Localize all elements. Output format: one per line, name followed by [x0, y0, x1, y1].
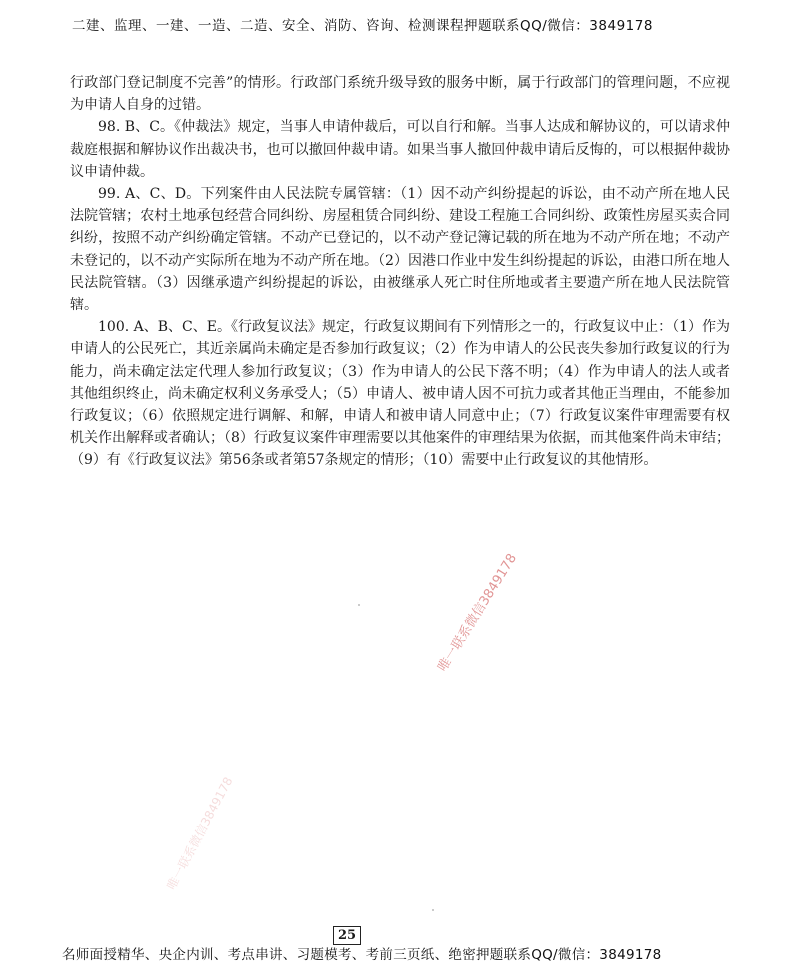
answer-100: 100. A、B、C、E。《行政复议法》规定，行政复议期间有下列情形之一的，行政复议中止：（1）作为申请人的公民死亡，其近亲属尚未确定是否参加行政复议；（2）作为申请人的公民丧失参加行政复议的行为能力，尚未确定法定代理人参加行政复议；（3）作为申请人的公民下落不明；（4）作为申请人的法人或者其他组织终止，尚未确定权利义务承受人；（5）申请人、被申请人因不可抗力或者其他正当理由，不能参加行政复议；（6）依照规定进行调解、和解，申请人和被申请人同意中止；（7）行政复议案件审理需要有权机关作出解释或者确认；（8）行政复议案件审理需要以其他案件的审理结果为依据，而其他案件尚未审结；（9）有《行政复议法》第56条或者第57条规定的情形；（10）需要中止行政复议的其他情形。	[70, 319, 730, 469]
page-header: 二建、监理、一建、一造、二造、安全、消防、咨询、检测课程押题联系QQ/微信：3849178	[72, 18, 653, 34]
scan-speck	[358, 604, 360, 606]
page-number: 25	[333, 926, 361, 945]
answer-99: 99. A、C、D。下列案件由人民法院专属管辖：（1）因不动产纠纷提起的诉讼，由不动产所在地人民法院管辖；农村土地承包经营合同纠纷、房屋租赁合同纠纷、建设工程施工合同纠纷、政策性房屋买卖合同纠纷，按照不动产纠纷确定管辖。不动产已登记的，以不动产登记簿记载的所在地为不动产所在地；不动产未登记的，以不动产实际所在地为不动产所在地。（2）因港口作业中发生纠纷提起的诉讼，由港口所在地人民法院管辖。（3）因继承遗产纠纷提起的诉讼，由被继承人死亡时住所地或者主要遗产所在地人民法院管辖。	[70, 186, 730, 314]
watermark-stamp: 唯一联系微信3849178	[435, 551, 521, 675]
watermark-faint: 唯一联系微信3849178	[164, 774, 236, 893]
answer-98: 98. B、C。《仲裁法》规定，当事人申请仲裁后，可以自行和解。当事人达成和解协议的，可以请求仲裁庭根据和解协议作出裁决书，也可以撤回仲裁申请。如果当事人撤回仲裁申请后反悔的，可以根据仲裁协议申请仲裁。	[70, 119, 730, 180]
scan-speck	[432, 909, 434, 911]
paragraph-continuation: 行政部门登记制度不完善”的情形。行政部门系统升级导致的服务中断，属于行政部门的管理问题，不应视为申请人自身的过错。	[70, 75, 730, 114]
document-body	[70, 72, 730, 472]
page-footer: 名师面授精华、央企内训、考点串讲、习题模考、考前三页纸、绝密押题联系QQ/微信：3849178	[62, 947, 662, 963]
